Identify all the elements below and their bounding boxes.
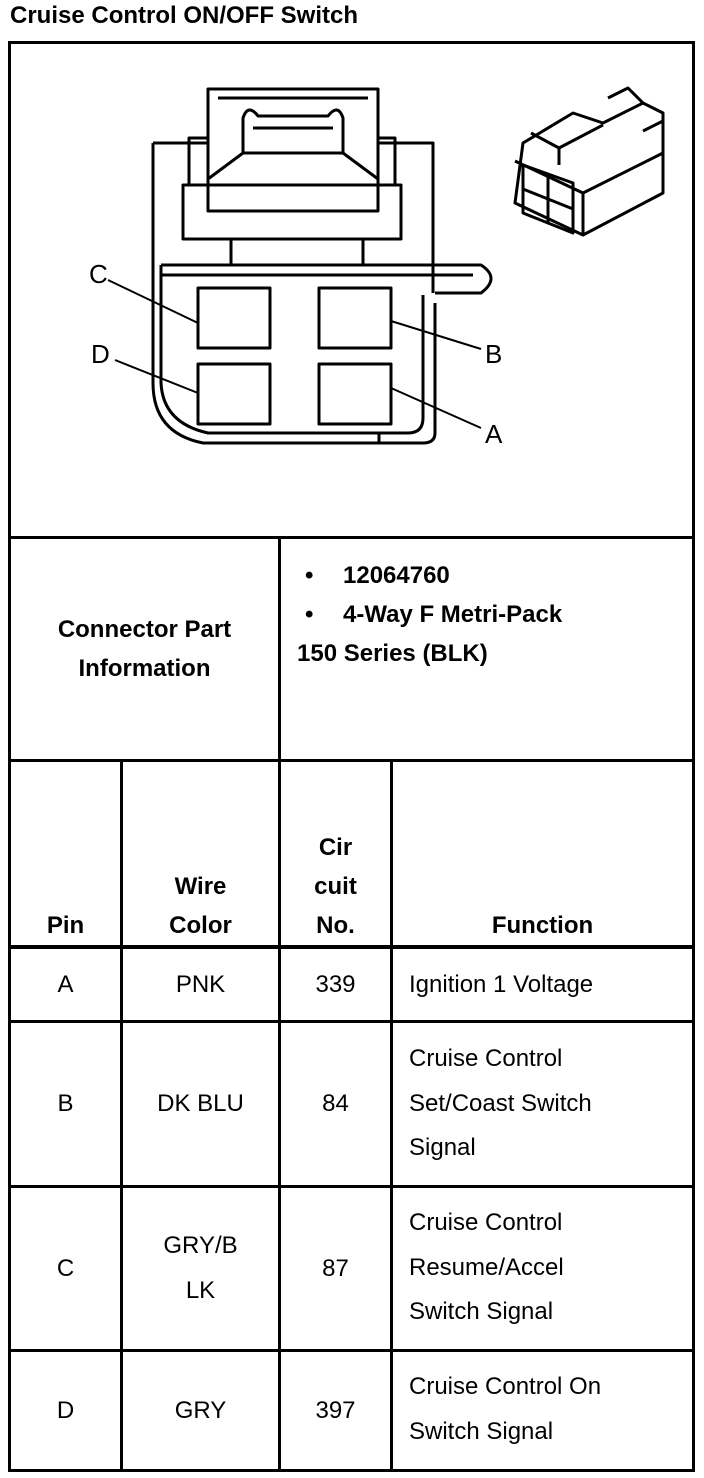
connector-info-label-line: Connector Part — [57, 616, 232, 643]
cell-color: GRY — [174, 1396, 227, 1424]
header-text: Color — [169, 912, 232, 939]
function-line: Ignition 1 Voltage — [409, 971, 594, 998]
connector-table — [8, 41, 695, 1472]
header-circuit — [281, 762, 390, 945]
connector-series: 150 Series (BLK) — [297, 640, 488, 667]
cell-color: PNK — [175, 970, 226, 998]
connector-info-label — [11, 539, 278, 759]
function-line: Set/Coast Switch — [409, 1089, 592, 1117]
pin-label-c: C — [89, 259, 108, 289]
page-title: Cruise Control ON/OFF Switch — [10, 2, 359, 29]
pin-label-a: A — [485, 419, 503, 449]
cell-pin: A — [57, 970, 74, 998]
cell-pin: D — [56, 1396, 75, 1424]
header-text: Wire — [174, 873, 227, 900]
function-line: Resume/Accel — [409, 1253, 564, 1281]
list-item: • 12064760 — [305, 562, 450, 589]
header-pin — [11, 762, 120, 945]
list-item: • 4-Way F Metri-Pack — [305, 601, 563, 628]
function-line: Signal — [409, 1134, 476, 1161]
cell-pin: C — [56, 1254, 75, 1282]
pin-label-d: D — [91, 339, 110, 369]
function-line: Cruise Control On — [409, 1373, 602, 1400]
function-line: Switch Signal — [409, 1298, 554, 1325]
header-function — [393, 762, 692, 945]
cell-circuit: 397 — [315, 1396, 356, 1424]
cell-function — [409, 1201, 564, 1335]
header-text: No. — [316, 912, 355, 939]
cell-function — [409, 1037, 592, 1171]
color-line: GRY/B — [163, 1232, 238, 1259]
header-text: cuit — [314, 873, 357, 900]
connector-info-label-line: Information — [78, 655, 211, 682]
cell-pin: B — [57, 1090, 74, 1117]
connector-diagram — [11, 44, 692, 536]
cell-color — [123, 1188, 278, 1349]
part-number: 12064760 — [343, 562, 450, 589]
cell-function — [409, 963, 593, 1008]
cell-circuit: 84 — [322, 1090, 349, 1117]
cell-circuit: 339 — [315, 970, 356, 998]
list-item — [297, 634, 562, 673]
header-wire-color — [123, 762, 278, 945]
function-line: Cruise Control — [409, 1045, 563, 1072]
connector-part-list — [297, 556, 562, 673]
pin-label-b: B — [485, 339, 503, 369]
color-line: LK — [185, 1276, 216, 1304]
header-text: Cir — [318, 834, 353, 861]
function-line: Cruise Control — [409, 1209, 563, 1236]
cell-circuit: 87 — [322, 1254, 349, 1282]
function-line: Switch Signal — [409, 1417, 554, 1445]
connector-type: 4-Way F Metri-Pack — [343, 601, 563, 628]
header-pin-text: Pin — [46, 912, 85, 939]
header-text: Function — [491, 912, 594, 939]
cell-color: DK BLU — [157, 1090, 244, 1117]
cell-function — [409, 1365, 601, 1454]
